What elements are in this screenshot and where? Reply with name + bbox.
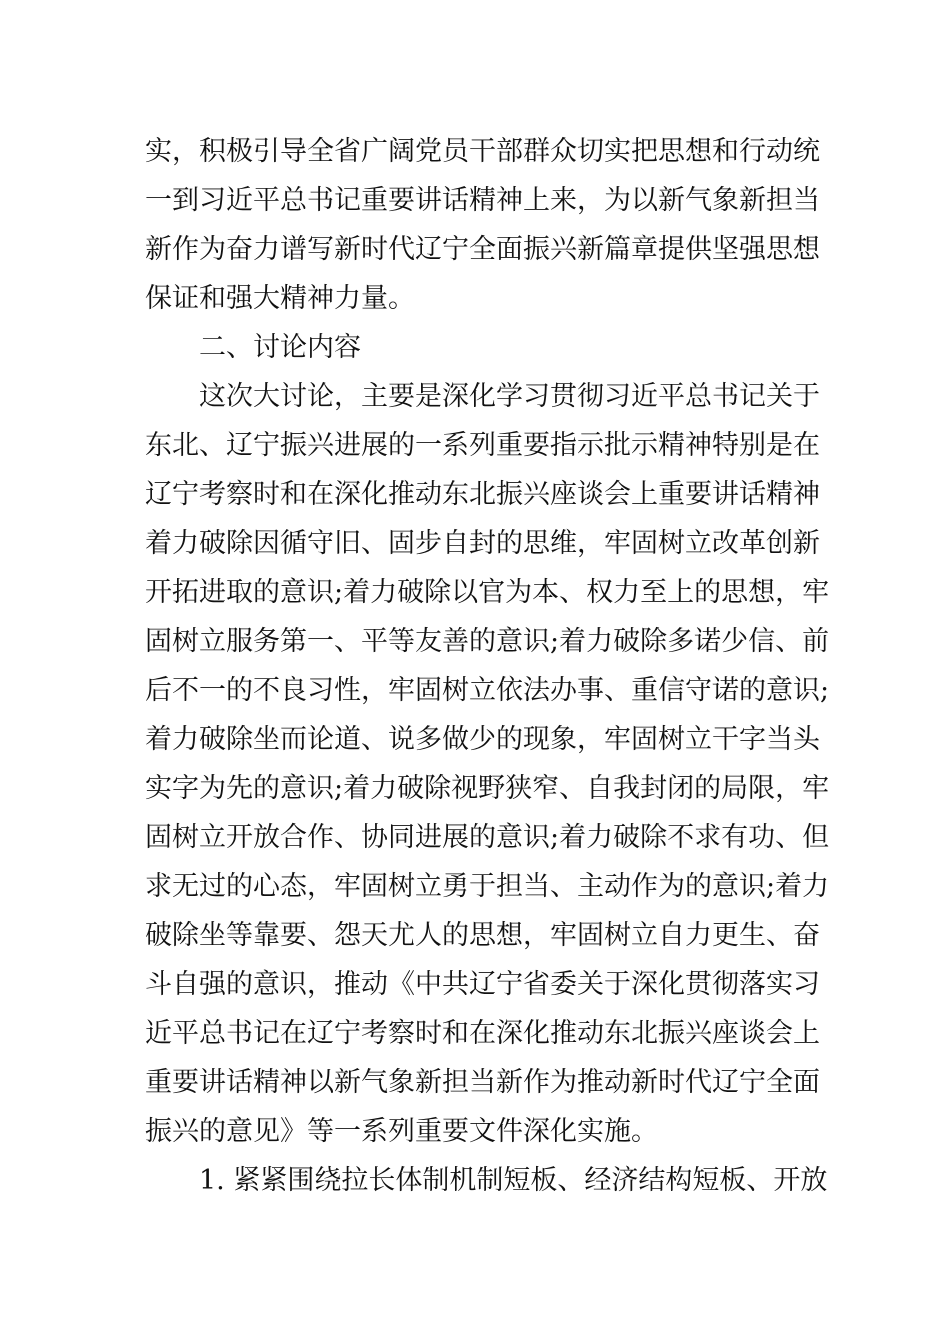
paragraph-line: 求无过的心态，牢固树立勇于担当、主动作为的意识;着力 [145,871,830,902]
paragraph-line: 后不一的不良习性，牢固树立依法办事、重信守诺的意识; [145,675,830,706]
paragraph-line: 振兴的意见》等一系列重要文件深化实施。 [145,1116,658,1147]
paragraph-line: 东北、辽宁振兴进展的一系列重要指示批示精神特别是在 [145,430,820,461]
section-heading: 二、讨论内容 [199,332,361,363]
paragraph-line: 新作为奋力谱写新时代辽宁全面振兴新篇章提供坚强思想 [145,234,820,265]
document-body [145,127,830,1205]
paragraph-line: 辽宁考察时和在深化推动东北振兴座谈会上重要讲话精神 [145,479,820,510]
paragraph-line: 着力破除因循守旧、固步自封的思维，牢固树立改革创新 [145,528,820,559]
paragraph-line: 保证和强大精神力量。 [145,283,415,314]
paragraph-line: 固树立服务第一、平等友善的意识;着力破除多诺少信、前 [145,626,830,657]
paragraph-line: 着力破除坐而论道、说多做少的现象，牢固树立干字当头 [145,724,820,755]
paragraph-line: 这次大讨论，主要是深化学习贯彻习近平总书记关于 [199,381,820,412]
paragraph-line: 实字为先的意识;着力破除视野狭窄、自我封闭的局限，牢 [145,773,830,804]
paragraph-line: 开拓进取的意识;着力破除以官为本、权力至上的思想，牢 [145,577,830,608]
paragraph-line: 斗自强的意识，推动《中共辽宁省委关于深化贯彻落实习 [145,969,820,1000]
paragraph-line: 近平总书记在辽宁考察时和在深化推动东北振兴座谈会上 [145,1018,820,1049]
paragraph-line: 固树立开放合作、协同进展的意识;着力破除不求有功、但 [145,822,830,853]
paragraph-line: 一到习近平总书记重要讲话精神上来，为以新气象新担当 [145,185,820,216]
list-item-line: 1. 紧紧围绕拉长体制机制短板、经济结构短板、开放 [199,1165,828,1196]
paragraph-line: 实，积极引导全省广阔党员干部群众切实把思想和行动统 [145,136,820,167]
paragraph-line: 重要讲话精神以新气象新担当新作为推动新时代辽宁全面 [145,1067,820,1098]
paragraph-line: 破除坐等靠要、怨天尤人的思想，牢固树立自力更生、奋 [145,920,820,951]
